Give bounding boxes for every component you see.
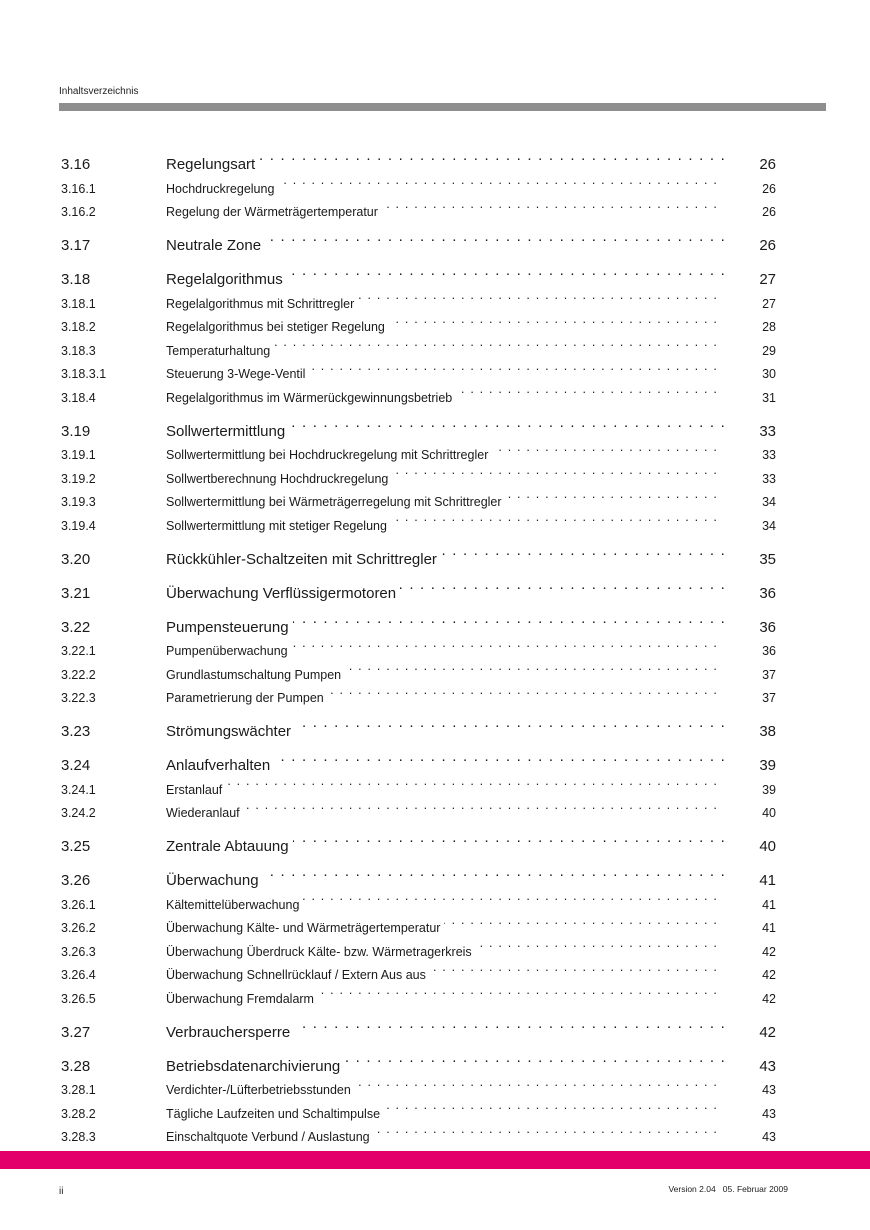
toc-entry-page[interactable]: 42 <box>762 968 776 982</box>
toc-entry-title[interactable]: Temperaturhaltung <box>166 340 274 364</box>
dot-leader <box>303 885 718 909</box>
toc-entry-number: 3.24.1 <box>61 782 96 797</box>
toc-entry-page[interactable]: 26 <box>762 181 776 196</box>
toc-entry-title[interactable]: Erstanlauf <box>166 779 226 803</box>
toc-entry-number: 3.26.1 <box>61 897 96 912</box>
toc-entry-page[interactable]: 31 <box>762 390 776 405</box>
toc-entry-title[interactable]: Pumpensteuerung <box>166 615 293 641</box>
toc-entry-number: 3.18.3 <box>61 343 96 358</box>
toc-entry-number: 3.25 <box>61 838 91 855</box>
toc-entry-title[interactable]: Regelung der Wärmeträgertemperatur <box>166 201 382 225</box>
toc-entry-title[interactable]: Zentrale Abtauung <box>166 834 293 860</box>
toc-entry-title[interactable]: Regelalgorithmus mit Schrittregler <box>166 293 358 317</box>
toc-entry[interactable] <box>61 1045 776 1075</box>
toc-entry-number: 3.19.1 <box>61 448 96 462</box>
toc-entry-page[interactable]: 43 <box>759 1057 776 1075</box>
toc-entry-title[interactable]: Überwachung Schnellrücklauf / Extern Aus aus <box>166 964 430 988</box>
toc-entry-page[interactable]: 30 <box>762 367 776 381</box>
toc-entry[interactable] <box>61 410 776 440</box>
toc-entry-page[interactable]: 38 <box>759 723 776 740</box>
toc-entry-number: 3.18.2 <box>61 320 96 334</box>
toc-entry-page[interactable]: 41 <box>762 897 776 912</box>
toc-entry-title[interactable]: Regelungsart <box>166 152 259 178</box>
dot-leader <box>278 169 718 193</box>
toc-entry-title[interactable]: Sollwertberechnung Hochdruckregelung <box>166 468 392 492</box>
dot-leader <box>358 284 718 308</box>
toc-entry-number: 3.26 <box>61 872 91 889</box>
toc-entry-number: 3.28.3 <box>61 1130 96 1144</box>
toc-entry-title[interactable]: Anlaufverhalten <box>166 753 274 779</box>
dot-leader <box>289 410 726 436</box>
dot-leader <box>400 572 726 598</box>
toc-entry-number: 3.22 <box>61 618 91 636</box>
dot-leader <box>374 1118 718 1142</box>
toc-entry[interactable] <box>61 859 776 889</box>
toc-entry-title[interactable]: Betriebsdatenarchivierung <box>166 1054 344 1080</box>
dot-leader <box>295 710 726 736</box>
toc-entry-number: 3.16 <box>61 156 91 173</box>
toc-entry-title[interactable]: Regelalgorithmus im Wärmerückgewinnungsbetrieb <box>166 387 456 411</box>
toc-entry-page[interactable]: 41 <box>759 872 776 889</box>
toc-entry-number: 3.17 <box>61 237 91 254</box>
toc-entry-page[interactable]: 34 <box>762 518 776 533</box>
toc-entry-number: 3.19 <box>61 422 91 440</box>
toc-entry-number: 3.20 <box>61 550 91 568</box>
dot-leader <box>263 859 726 885</box>
toc-entry-title[interactable]: Sollwertermittlung bei Wärmeträgerregelung mit Schrittregler <box>166 491 506 515</box>
toc-entry-page[interactable]: 42 <box>762 991 776 1006</box>
toc-entry[interactable] <box>61 572 776 602</box>
toc-entry-number: 3.22.2 <box>61 667 96 682</box>
dot-leader <box>293 825 726 851</box>
toc-entry-title[interactable]: Neutrale Zone <box>166 233 265 259</box>
dot-leader <box>382 193 718 217</box>
toc-entry-title[interactable]: Strömungswächter <box>166 719 295 745</box>
toc-entry-page[interactable]: 40 <box>762 806 776 820</box>
table-of-contents <box>61 143 776 1144</box>
toc-entry-number: 3.16.1 <box>61 181 96 196</box>
toc-entry-title[interactable]: Überwachung Kälte- und Wärmeträgertemperatur <box>166 917 444 941</box>
toc-entry-number: 3.26.5 <box>61 991 96 1006</box>
toc-entry-number: 3.19.3 <box>61 495 96 509</box>
toc-entry-page[interactable]: 27 <box>759 271 776 288</box>
toc-entry-page[interactable]: 33 <box>759 422 776 440</box>
dot-leader <box>355 1071 718 1095</box>
toc-entry-page[interactable]: 43 <box>762 1106 776 1121</box>
toc-entry-page[interactable]: 37 <box>762 691 776 705</box>
toc-entry-page[interactable]: 43 <box>762 1083 776 1097</box>
dot-leader <box>309 355 718 379</box>
toc-entry-title[interactable]: Überwachung Verflüssigermotoren <box>166 581 400 607</box>
toc-entry-number: 3.16.2 <box>61 205 96 219</box>
toc-entry-number: 3.18.3.1 <box>61 367 107 381</box>
running-header-title: Inhaltsverzeichnis <box>59 86 139 97</box>
toc-entry-title[interactable]: Pumpenüberwachung <box>166 640 292 664</box>
toc-entry-title[interactable]: Sollwertermittlung <box>166 419 289 445</box>
dot-leader <box>492 436 718 460</box>
toc-entry[interactable] <box>61 258 776 288</box>
toc-entry[interactable] <box>61 606 776 636</box>
dot-leader <box>265 224 726 250</box>
dot-leader <box>259 143 726 169</box>
toc-entry-number: 3.24 <box>61 757 91 774</box>
toc-entry-title[interactable]: Rückkühler-Schaltzeiten mit Schrittregler <box>166 547 441 573</box>
toc-entry-page[interactable]: 33 <box>762 448 776 462</box>
toc-entry[interactable] <box>61 1011 776 1041</box>
toc-entry-title[interactable]: Tägliche Laufzeiten und Schaltimpulse <box>166 1103 384 1127</box>
dot-leader <box>287 258 726 284</box>
toc-entry-title[interactable]: Wiederanlauf <box>166 802 244 826</box>
dot-leader <box>274 744 726 770</box>
toc-entry-number: 3.28.2 <box>61 1106 96 1121</box>
toc-entry-page[interactable]: 35 <box>759 550 776 568</box>
toc-entry-number: 3.28 <box>61 1057 91 1075</box>
toc-entry-title[interactable]: Überwachung Überdruck Kälte- bzw. Wärmetragerkreis <box>166 941 476 965</box>
toc-entry-page[interactable]: 26 <box>759 156 776 173</box>
toc-entry-page[interactable]: 42 <box>762 944 776 959</box>
dot-leader <box>328 679 718 703</box>
toc-entry-page[interactable]: 41 <box>762 921 776 935</box>
toc-entry-page[interactable]: 40 <box>759 838 776 855</box>
toc-entry[interactable] <box>61 143 776 173</box>
toc-entry-page[interactable]: 37 <box>762 667 776 682</box>
toc-entry-title[interactable]: Sollwertermittlung bei Hochdruckregelung mit Schrittregler <box>166 444 492 468</box>
toc-entry-number: 3.22.1 <box>61 644 96 658</box>
dot-leader <box>476 932 718 956</box>
toc-entry-page[interactable]: 29 <box>762 343 776 358</box>
toc-entry-page[interactable]: 43 <box>762 1130 776 1144</box>
dot-leader <box>441 538 726 564</box>
dot-leader <box>506 483 718 507</box>
toc-entry[interactable] <box>61 224 776 254</box>
toc-entry-title[interactable]: Hochdruckregelung <box>166 178 278 202</box>
toc-entry-number: 3.19.4 <box>61 518 96 533</box>
toc-entry-page[interactable]: 36 <box>759 584 776 602</box>
toc-entry-page[interactable]: 27 <box>762 296 776 311</box>
dot-leader <box>345 655 718 679</box>
toc-entry[interactable] <box>61 538 776 568</box>
toc-entry-page[interactable]: 33 <box>762 471 776 486</box>
dot-leader <box>293 606 726 632</box>
toc-entry-title[interactable]: Grundlastumschaltung Pumpen <box>166 664 345 688</box>
toc-entry-title[interactable]: Verdichter-/Lüfterbetriebsstunden <box>166 1079 355 1103</box>
toc-entry[interactable] <box>61 710 776 740</box>
toc-entry-number: 3.26.2 <box>61 921 96 935</box>
toc-entry-title[interactable]: Überwachung <box>166 868 263 894</box>
toc-entry-page[interactable]: 26 <box>759 237 776 254</box>
header-divider-bar <box>59 103 826 111</box>
toc-entry-page[interactable]: 39 <box>762 782 776 797</box>
dot-leader <box>294 1011 726 1037</box>
toc-entry-number: 3.18 <box>61 271 91 288</box>
dot-leader <box>389 308 718 332</box>
toc-entry-title[interactable]: Überwachung Fremdalarm <box>166 988 318 1012</box>
toc-entry-title[interactable]: Regelalgorithmus <box>166 267 287 293</box>
dot-leader <box>292 632 718 656</box>
toc-entry-title[interactable]: Parametrierung der Pumpen <box>166 687 328 711</box>
toc-entry-page[interactable]: 36 <box>762 644 776 658</box>
dot-leader <box>226 770 718 794</box>
dot-leader <box>384 1094 718 1118</box>
toc-entry-title[interactable]: Steuerung 3-Wege-Ventil <box>166 363 309 387</box>
toc-entry-page[interactable]: 28 <box>762 320 776 334</box>
toc-entry-page[interactable]: 34 <box>762 495 776 509</box>
toc-entry-title[interactable]: Einschaltquote Verbund / Auslastung <box>166 1126 374 1150</box>
dot-leader <box>244 794 718 818</box>
toc-entry-number: 3.21 <box>61 584 91 602</box>
dot-leader <box>456 378 718 402</box>
toc-entry-number: 3.27 <box>61 1023 91 1041</box>
toc-entry-page[interactable]: 42 <box>759 1023 776 1041</box>
toc-entry-page[interactable]: 26 <box>762 205 776 219</box>
toc-entry[interactable] <box>61 825 776 855</box>
toc-entry-number: 3.23 <box>61 723 91 740</box>
toc-entry-page[interactable]: 36 <box>759 618 776 636</box>
footer-version-date: Version 2.04 05. Februar 2009 <box>668 1184 788 1194</box>
toc-entry-page[interactable]: 39 <box>759 757 776 774</box>
dot-leader <box>344 1045 726 1071</box>
toc-entry-number: 3.18.1 <box>61 296 96 311</box>
toc-entry-number: 3.24.2 <box>61 806 96 820</box>
toc-entry-number: 3.18.4 <box>61 390 96 405</box>
toc-entry-number: 3.22.3 <box>61 691 96 705</box>
toc-entry-number: 3.28.1 <box>61 1083 96 1097</box>
toc-entry-title[interactable]: Kältemittelüberwachung <box>166 894 303 918</box>
footer-accent-bar <box>0 1151 870 1169</box>
toc-entry-number: 3.26.3 <box>61 944 96 959</box>
toc-entry-title[interactable]: Verbrauchersperre <box>166 1020 294 1046</box>
toc-entry-number: 3.19.2 <box>61 471 96 486</box>
toc-entry-number: 3.26.4 <box>61 968 96 982</box>
toc-entry-title[interactable]: Sollwertermittlung mit stetiger Regelung <box>166 515 391 539</box>
toc-entry-title[interactable]: Regelalgorithmus bei stetiger Regelung <box>166 316 389 340</box>
toc-entry[interactable] <box>61 744 776 774</box>
dot-leader <box>444 909 718 933</box>
footer-page-number: ii <box>59 1186 64 1197</box>
